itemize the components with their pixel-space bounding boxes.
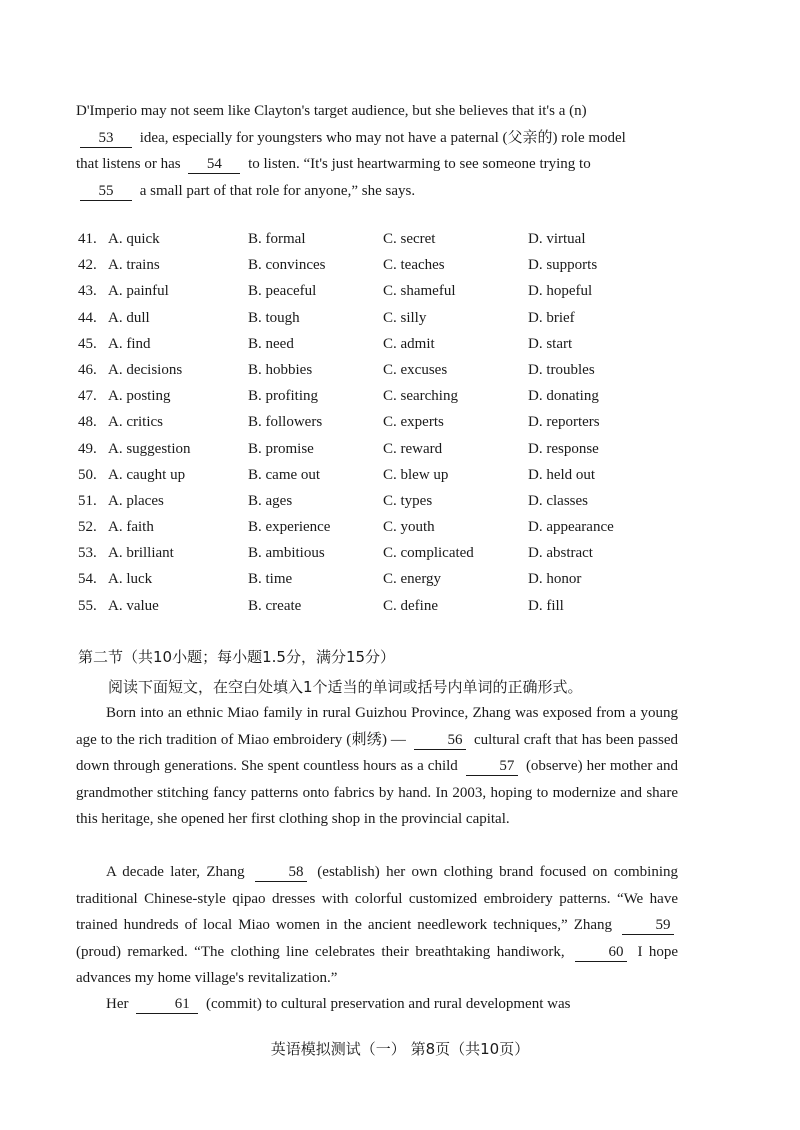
- question-number: 41.: [78, 231, 97, 247]
- option-a: A. painful: [108, 283, 169, 300]
- question-number: 50.: [78, 466, 97, 483]
- option-c: C. energy: [383, 571, 442, 588]
- option-a: A. dull: [108, 309, 150, 326]
- option-a: A. value: [108, 597, 159, 614]
- section-heading: 第二节（共10小题；每小题1.5分，满分15分）: [78, 648, 396, 666]
- option-d: D. appearance: [528, 519, 614, 536]
- option-d: D. held out: [528, 466, 596, 483]
- question-number: 51.: [78, 492, 97, 509]
- passage-top-line4: a small part of that role for anyone,” she says.: [139, 182, 416, 199]
- option-d: D. reporters: [528, 414, 600, 431]
- option-b: B. time: [248, 571, 293, 588]
- option-b: B. ages: [248, 492, 293, 509]
- option-row: [78, 383, 678, 409]
- passage2-text: (observe) her mother and grandmother stitching fancy patterns onto fabrics by hand. In 2003, hoping to modernize and share this heritage, she opened her first clothing shop in the provincial capital.: [76, 758, 679, 827]
- option-a: A. decisions: [108, 361, 183, 378]
- passage2-text: (proud) remarked. “The clothing line celebrates their breathtaking handiwork,: [76, 943, 565, 960]
- option-b: B. tough: [248, 309, 300, 326]
- passage2-text: Born into an ethnic Miao family in rural Guizhou Province, Zhang was exposed from a young age to the rich tradition of Miao embroidery (刺绣) —: [76, 705, 678, 748]
- option-a: A. brilliant: [108, 545, 174, 562]
- option-b: B. peaceful: [248, 283, 317, 300]
- option-c: C. admit: [383, 335, 435, 352]
- option-row: [78, 540, 678, 566]
- option-b: B. hobbies: [248, 361, 313, 378]
- option-row: [78, 226, 678, 252]
- blank-59: 59: [622, 916, 674, 935]
- passage-top-line3a: that listens or has: [76, 156, 181, 172]
- blank-57: 57: [466, 757, 518, 776]
- question-number: 47.: [78, 388, 97, 405]
- option-d: D. honor: [528, 571, 582, 588]
- passage-top-line3b: to listen. “It's just heartwarming to see someone trying to: [248, 156, 591, 172]
- question-number: 49.: [78, 440, 97, 457]
- option-b: B. promise: [248, 440, 314, 457]
- option-row: [78, 593, 678, 619]
- option-b: B. profiting: [248, 388, 318, 405]
- question-number: 48.: [78, 414, 97, 431]
- option-a: A. posting: [108, 388, 171, 405]
- option-row: [78, 252, 678, 278]
- option-d: D. start: [528, 335, 573, 352]
- option-row: [78, 462, 678, 488]
- option-row: [78, 278, 678, 304]
- option-c: C. types: [383, 492, 433, 509]
- option-d: D. troubles: [528, 361, 595, 378]
- option-row: [78, 357, 678, 383]
- blank-55: 55: [80, 182, 132, 201]
- option-row: [78, 305, 678, 331]
- option-row: [78, 409, 678, 435]
- question-number: 42.: [78, 257, 97, 274]
- option-c: C. youth: [383, 519, 435, 536]
- option-row: [78, 331, 678, 357]
- option-b: B. create: [248, 597, 302, 614]
- option-c: C. experts: [383, 414, 444, 431]
- blank-58: 58: [255, 863, 307, 882]
- option-b: B. followers: [248, 414, 323, 431]
- question-number: 52.: [78, 519, 97, 536]
- option-d: D. abstract: [528, 545, 593, 562]
- option-d: D. brief: [528, 309, 575, 326]
- passage-top-line2: idea, especially for youngsters who may not have a paternal (父亲的) role model: [139, 129, 626, 146]
- option-c: C. excuses: [383, 361, 448, 378]
- blank-60: 60: [575, 943, 627, 962]
- options-list: [78, 226, 678, 619]
- blank-56: 56: [414, 731, 466, 750]
- option-c: C. blew up: [383, 466, 449, 483]
- passage2-paragraph2: [76, 859, 678, 992]
- blank-61: 61: [136, 995, 198, 1014]
- option-row: [78, 566, 678, 592]
- option-a: A. suggestion: [108, 440, 191, 457]
- question-number: 54.: [78, 571, 97, 588]
- option-c: C. teaches: [383, 257, 445, 274]
- option-c: C. reward: [383, 440, 443, 457]
- option-c: C. shameful: [383, 283, 456, 300]
- option-a: A. critics: [108, 414, 163, 431]
- blank-54: 54: [188, 155, 240, 174]
- option-c: C. searching: [383, 388, 458, 405]
- option-d: D. fill: [528, 597, 564, 614]
- question-number: 53.: [78, 545, 97, 562]
- option-d: D. response: [528, 440, 599, 457]
- passage2-text: A decade later, Zhang: [106, 864, 245, 880]
- question-number: 43.: [78, 283, 97, 300]
- option-a: A. find: [108, 335, 151, 352]
- option-d: D. classes: [528, 492, 588, 509]
- passage2-paragraph3: [76, 991, 678, 1018]
- question-number: 45.: [78, 335, 97, 352]
- option-a: A. faith: [108, 519, 154, 536]
- question-number: 55.: [78, 597, 97, 614]
- passage2-text: (establish) her own clothing brand focused on combining traditional Chinese-style qipao dresses with colorful customized embroidery patterns. “We have trained hundreds of local Miao women in the ancient needlework techniques,” Zhang: [76, 864, 679, 933]
- passage-top-line1: D'Imperio may not seem like Clayton's target audience, but she believes that it's a (n): [76, 103, 587, 119]
- option-d: D. virtual: [528, 231, 586, 247]
- page-footer: 英语模拟测试（一） 第8页（共10页）: [270, 1040, 530, 1058]
- option-b: B. ambitious: [248, 545, 325, 562]
- passage2-text: (commit) to cultural preservation and rural development was: [206, 996, 571, 1012]
- option-c: C. silly: [383, 309, 427, 326]
- option-row: [78, 436, 678, 462]
- option-a: A. quick: [108, 231, 160, 247]
- option-row: [78, 514, 678, 540]
- section-instruction: 阅读下面短文，在空白处填入1个适当的单词或括号内单词的正确形式。: [108, 678, 583, 696]
- passage2-paragraph1: [76, 700, 678, 833]
- option-c: C. define: [383, 597, 438, 614]
- passage-top: [76, 98, 678, 204]
- question-number: 44.: [78, 309, 97, 326]
- passage2-text: Her: [106, 996, 129, 1012]
- option-b: B. need: [248, 335, 294, 352]
- blank-53: 53: [80, 129, 132, 148]
- option-b: B. convinces: [248, 257, 326, 274]
- option-a: A. luck: [108, 571, 153, 588]
- option-b: B. experience: [248, 519, 331, 536]
- option-c: C. complicated: [383, 545, 474, 562]
- option-d: D. hopeful: [528, 283, 593, 300]
- option-a: A. caught up: [108, 466, 186, 483]
- option-row: [78, 488, 678, 514]
- option-a: A. places: [108, 492, 164, 509]
- option-d: D. supports: [528, 257, 598, 274]
- option-c: C. secret: [383, 231, 436, 247]
- option-b: B. came out: [248, 466, 321, 483]
- passage2-text: I hope advances my home village's revitalization.”: [76, 943, 679, 986]
- question-number: 46.: [78, 361, 97, 378]
- passage2-text: cultural craft that has been passed down through generations. She spent countless hours as a child: [76, 731, 678, 774]
- option-a: A. trains: [108, 257, 160, 274]
- option-b: B. formal: [248, 231, 306, 247]
- option-d: D. donating: [528, 388, 599, 405]
